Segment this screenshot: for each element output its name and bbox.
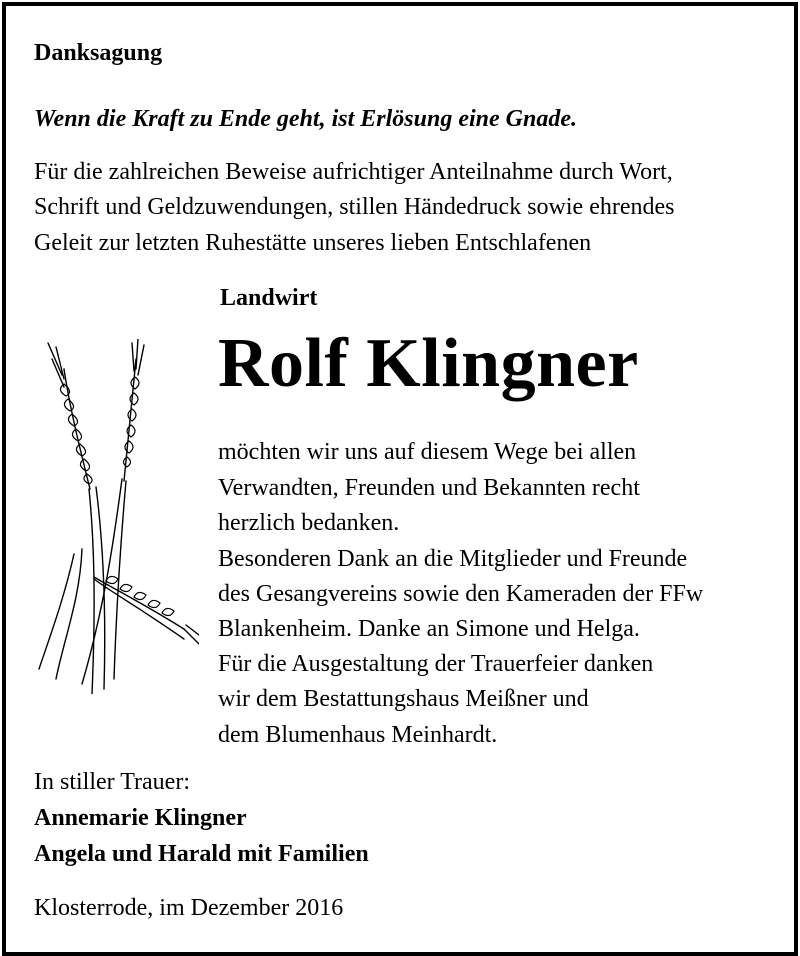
body-line: des Gesangvereins sowie den Kameraden der FFw [218,581,704,607]
intro-line: Schrift und Geldzuwendungen, stillen Händedruck sowie ehrendes [34,194,675,220]
body-line: dem Blumenhaus Meinhardt. [218,722,498,748]
body-line: Für die Ausgestaltung der Trauerfeier danken [218,651,654,677]
heading: Danksagung [34,40,163,66]
body-line: herzlich bedanken. [218,510,400,536]
deceased-title: Landwirt [220,285,318,311]
intro-line: Für die zahlreichen Beweise aufrichtiger Anteilnahme durch Wort, [34,159,673,185]
body-line: Blankenheim. Danke an Simone und Helga. [218,616,640,642]
body-line: Besonderen Dank an die Mitglieder und Freunde [218,546,688,572]
mourning-label: In stiller Trauer: [34,769,190,795]
intro-line: Geleit zur letzten Ruhestätte unseres lieben Entschlafenen [34,230,592,256]
body-line: wir dem Bestattungshaus Meißner und [218,686,589,712]
body-line: möchten wir uns auf diesem Wege bei allen [218,439,637,465]
obituary-notice [2,2,798,956]
mourner-name: Angela und Harald mit Familien [34,841,369,867]
mourner-name: Annemarie Klingner [34,805,247,831]
wheat-ears-icon [34,339,199,694]
motto: Wenn die Kraft zu Ende geht, ist Erlösung eine Gnade. [34,106,577,132]
deceased-name: Rolf Klingner [218,325,639,402]
body-line: Verwandten, Freunden und Bekannten recht [218,475,640,501]
place-date: Klosterrode, im Dezember 2016 [34,895,344,921]
